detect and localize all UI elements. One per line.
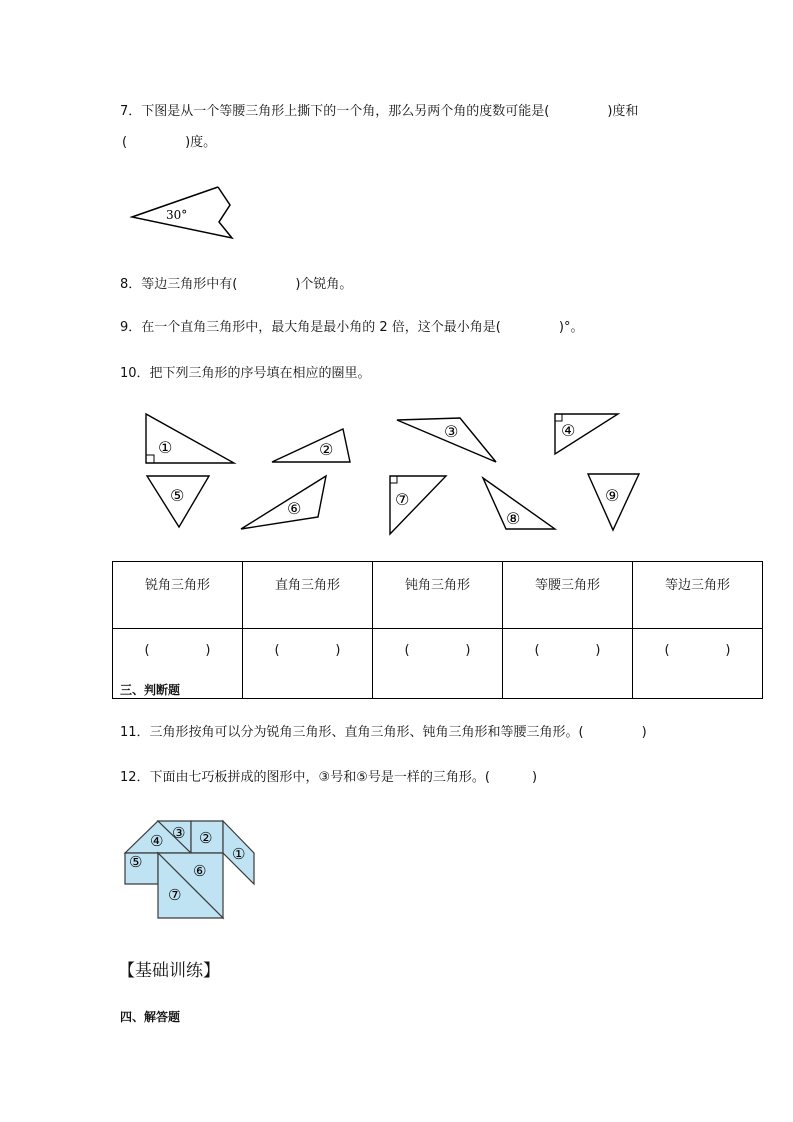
triangle-label: ⑥	[287, 499, 302, 518]
question-8: 8．等边三角形中有( )个锐角。	[120, 277, 353, 292]
answer-cell[interactable]: ( )	[113, 629, 243, 699]
question-9: 9．在一个直角三角形中，最大角是最小角的 2 倍，这个最小角是( )°。	[120, 320, 584, 335]
table-header-cell: 直角三角形	[243, 562, 373, 629]
tangram-label: ③	[172, 824, 186, 842]
question-12: 12．下面由七巧板拼成的图形中，③号和⑤号是一样的三角形。( )	[120, 770, 538, 785]
section-3-title: 三、判断题	[120, 683, 181, 697]
triangle-label: ②	[319, 440, 334, 459]
tangram-label: ⑤	[129, 853, 143, 871]
table-header-cell: 等边三角形	[633, 562, 763, 629]
tangram-label: ⑦	[168, 886, 182, 904]
answer-cell[interactable]: ( )	[373, 629, 503, 699]
tangram-label: ①	[232, 845, 246, 863]
triangle-label: ⑤	[170, 486, 185, 505]
triangle-label: ⑧	[506, 509, 521, 528]
triangle-label: ③	[444, 422, 459, 441]
section-4-title: 四、解答题	[120, 1010, 181, 1024]
table-header-cell: 等腰三角形	[503, 562, 633, 629]
tangram-label: ②	[199, 829, 213, 847]
triangle-label: ①	[158, 438, 173, 457]
triangle-label: ④	[561, 421, 576, 440]
answer-cell[interactable]: ( )	[243, 629, 373, 699]
table-header-cell: 锐角三角形	[113, 562, 243, 629]
triangle-label: ⑦	[395, 490, 410, 509]
tangram-label: ④	[150, 832, 164, 850]
angle-label: 30°	[166, 208, 188, 222]
question-10: 10．把下列三角形的序号填在相应的圈里。	[120, 366, 371, 381]
answer-cell[interactable]: ( )	[633, 629, 763, 699]
question-11: 11．三角形按角可以分为锐角三角形、直角三角形、钝角三角形和等腰三角形。( )	[120, 725, 647, 740]
question-7-line-1: 7．下图是从一个等腰三角形上撕下的一个角，那么另两个角的度数可能是( )度和	[120, 104, 639, 119]
answer-cell[interactable]: ( )	[503, 629, 633, 699]
question-7-line-2: ( )度。	[122, 135, 217, 150]
tangram-label: ⑥	[193, 862, 207, 880]
table-header-cell: 钝角三角形	[373, 562, 503, 629]
triangle-label: ⑨	[605, 486, 620, 505]
basic-training-heading: 【基础训练】	[118, 961, 220, 981]
